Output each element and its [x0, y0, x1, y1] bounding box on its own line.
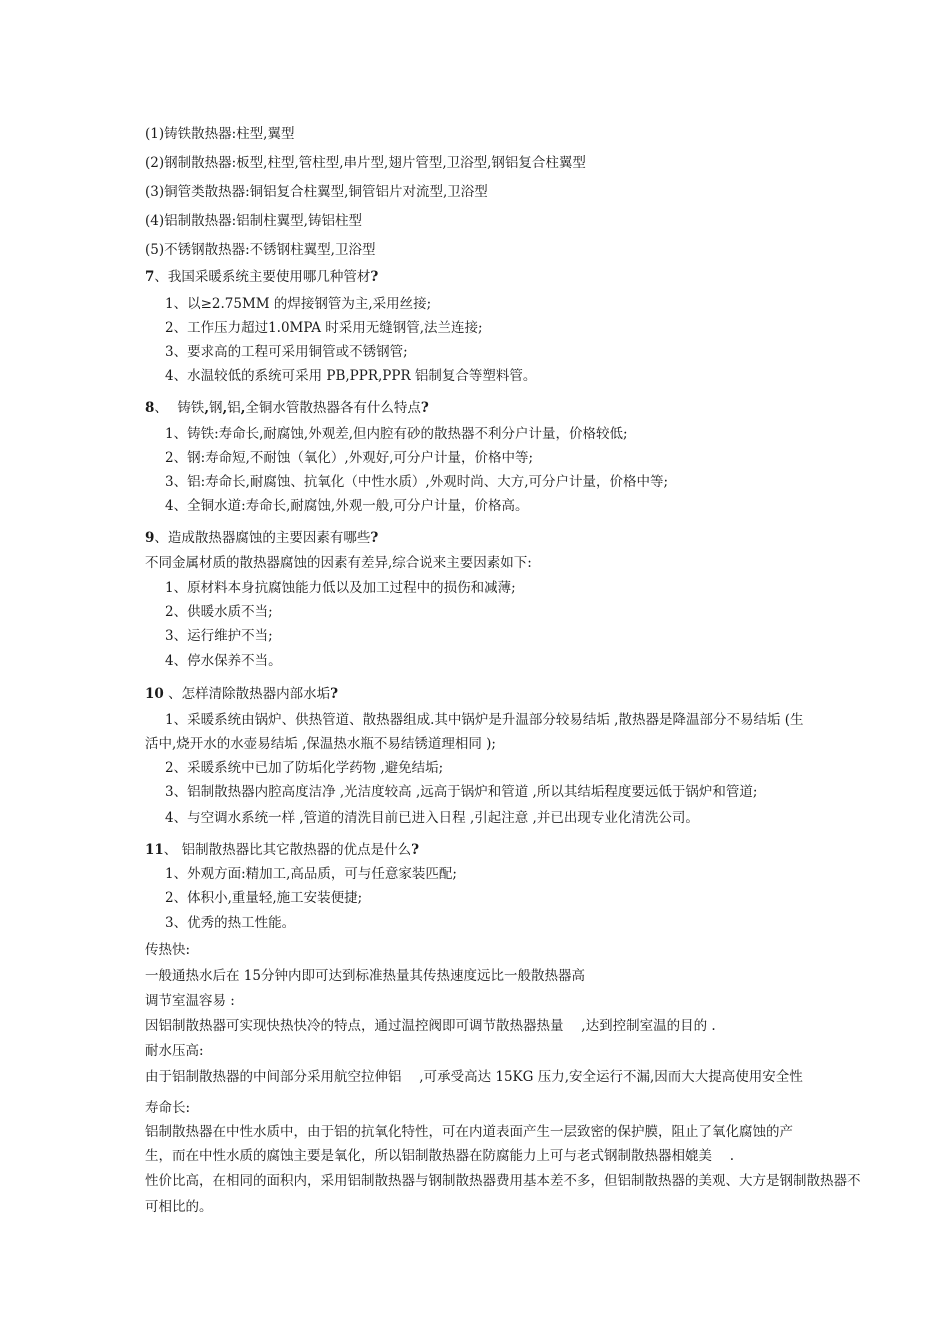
question-9-heading: 9、造成散热器腐蚀的主要因素有哪些?: [145, 530, 379, 546]
type-1: (1)铸铁散热器:柱型,翼型: [145, 126, 295, 142]
question-11-item-2: 2、体积小,重量轻,施工安装便捷;: [165, 890, 363, 906]
lifespan-text-line-1: 铝制散热器在中性水质中，由于铝的抗氧化特性，可在内道表面产生一层致密的保护膜，阻止了氧化腐蚀的产: [145, 1124, 793, 1140]
question-9-item-1: 1、原材料本身抗腐蚀能力低以及加工过程中的损伤和减薄;: [165, 580, 516, 596]
question-9-item-3: 3、运行维护不当;: [165, 628, 273, 644]
question-7-heading: 7、我国采暖系统主要使用哪几种管材?: [145, 269, 379, 285]
question-9-item-4: 4、停水保养不当。: [165, 653, 282, 669]
question-8-item-4: 4、全铜水道:寿命长,耐腐蚀,外观一般,可分户计量，价格高。: [165, 498, 529, 514]
type-4: (4)铝制散热器:铝制柱翼型,铸铝柱型: [145, 213, 362, 229]
question-10-item-1-continued: 活中,烧开水的水壶易结垢 ,保温热水瓶不易结锈道理相同 );: [145, 736, 496, 752]
question-10-heading: 10 、怎样清除散热器内部水垢?: [145, 686, 339, 702]
question-9-item-2: 2、供暖水质不当;: [165, 604, 273, 620]
question-8-item-1: 1、铸铁:寿命长,耐腐蚀,外观差,但内腔有砂的散热器不利分户计量，价格较低;: [165, 426, 628, 442]
question-7-item-4: 4、水温较低的系统可采用 PB,PPR,PPR 铝制复合等塑料管。: [165, 368, 537, 384]
pressure-text: 由于铝制散热器的中间部分采用航空拉伸铝 ,可承受高达 15KG 压力,安全运行不漏,因而大大提高使用安全性: [145, 1069, 803, 1085]
lifespan-heading: 寿命长:: [145, 1100, 191, 1116]
question-10-item-1: 1、采暖系统由锅炉、供热管道、散热器组成.其中锅炉是升温部分较易结垢 ,散热器是降温部分不易结垢 (生: [165, 712, 804, 728]
question-7-item-3: 3、要求高的工程可采用铜管或不锈钢管;: [165, 344, 408, 360]
question-8-item-3: 3、铝:寿命长,耐腐蚀、抗氧化（中性水质）,外观时尚、大方,可分户计量，价格中等;: [165, 474, 669, 490]
temperature-control-text: 因铝制散热器可实现快热快冷的特点，通过温控阀即可调节散热器热量 ,达到控制室温的目的 .: [145, 1018, 716, 1034]
lifespan-text-line-2: 生，而在中性水质的腐蚀主要是氧化，所以铝制散热器在防腐能力上可与老式钢制散热器相媲美 .: [145, 1148, 735, 1164]
cost-performance-text: 性价比高，在相同的面积内，采用铝制散热器与钢制散热器费用基本差不多，但铝制散热器的美观、大方是钢制散热器不可相比的。: [145, 1173, 861, 1215]
question-10-item-4: 4、与空调水系统一样 ,管道的清洗目前已进入日程 ,引起注意 ,并已出现专业化清洗公司。: [165, 810, 699, 826]
type-2: (2)钢制散热器:板型,柱型,管柱型,串片型,翅片管型,卫浴型,钢铝复合柱翼型: [145, 155, 586, 171]
type-3: (3)铜管类散热器:铜铝复合柱翼型,铜管铝片对流型,卫浴型: [145, 184, 488, 200]
question-8-item-2: 2、钢:寿命短,不耐蚀（氧化）,外观好,可分户计量，价格中等;: [165, 450, 534, 466]
question-7-item-1: 1、以≥2.75MM 的焊接钢管为主,采用丝接;: [165, 296, 432, 312]
question-9-intro: 不同金属材质的散热器腐蚀的因素有差异,综合说来主要因素如下:: [145, 555, 532, 571]
question-8-heading: 8、 铸铁,钢,铝,全铜水管散热器各有什么特点?: [145, 400, 429, 416]
question-11-item-1: 1、外观方面:精加工,高品质，可与任意家装匹配;: [165, 866, 457, 882]
pressure-heading: 耐水压高:: [145, 1043, 204, 1059]
type-5: (5)不锈钢散热器:不锈钢柱翼型,卫浴型: [145, 242, 376, 258]
heat-transfer-text: 一般通热水后在 15分钟内即可达到标准热量其传热速度远比一般散热器高: [145, 968, 585, 984]
question-10-item-2: 2、采暖系统中已加了防垢化学药物 ,避免结垢;: [165, 760, 444, 776]
question-10-item-3: 3、铝制散热器内腔高度洁净 ,光洁度较高 ,远高于锅炉和管道 ,所以其结垢程度要远低于锅炉和管道;: [165, 784, 758, 800]
question-11-item-3: 3、优秀的热工性能。: [165, 915, 296, 931]
question-7-item-2: 2、工作压力超过1.0MPA 时采用无缝钢管,法兰连接;: [165, 320, 483, 336]
temperature-control-heading: 调节室温容易 :: [145, 993, 235, 1009]
question-11-heading: 11、 铝制散热器比其它散热器的优点是什么?: [145, 842, 420, 858]
heat-transfer-heading: 传热快:: [145, 942, 191, 958]
